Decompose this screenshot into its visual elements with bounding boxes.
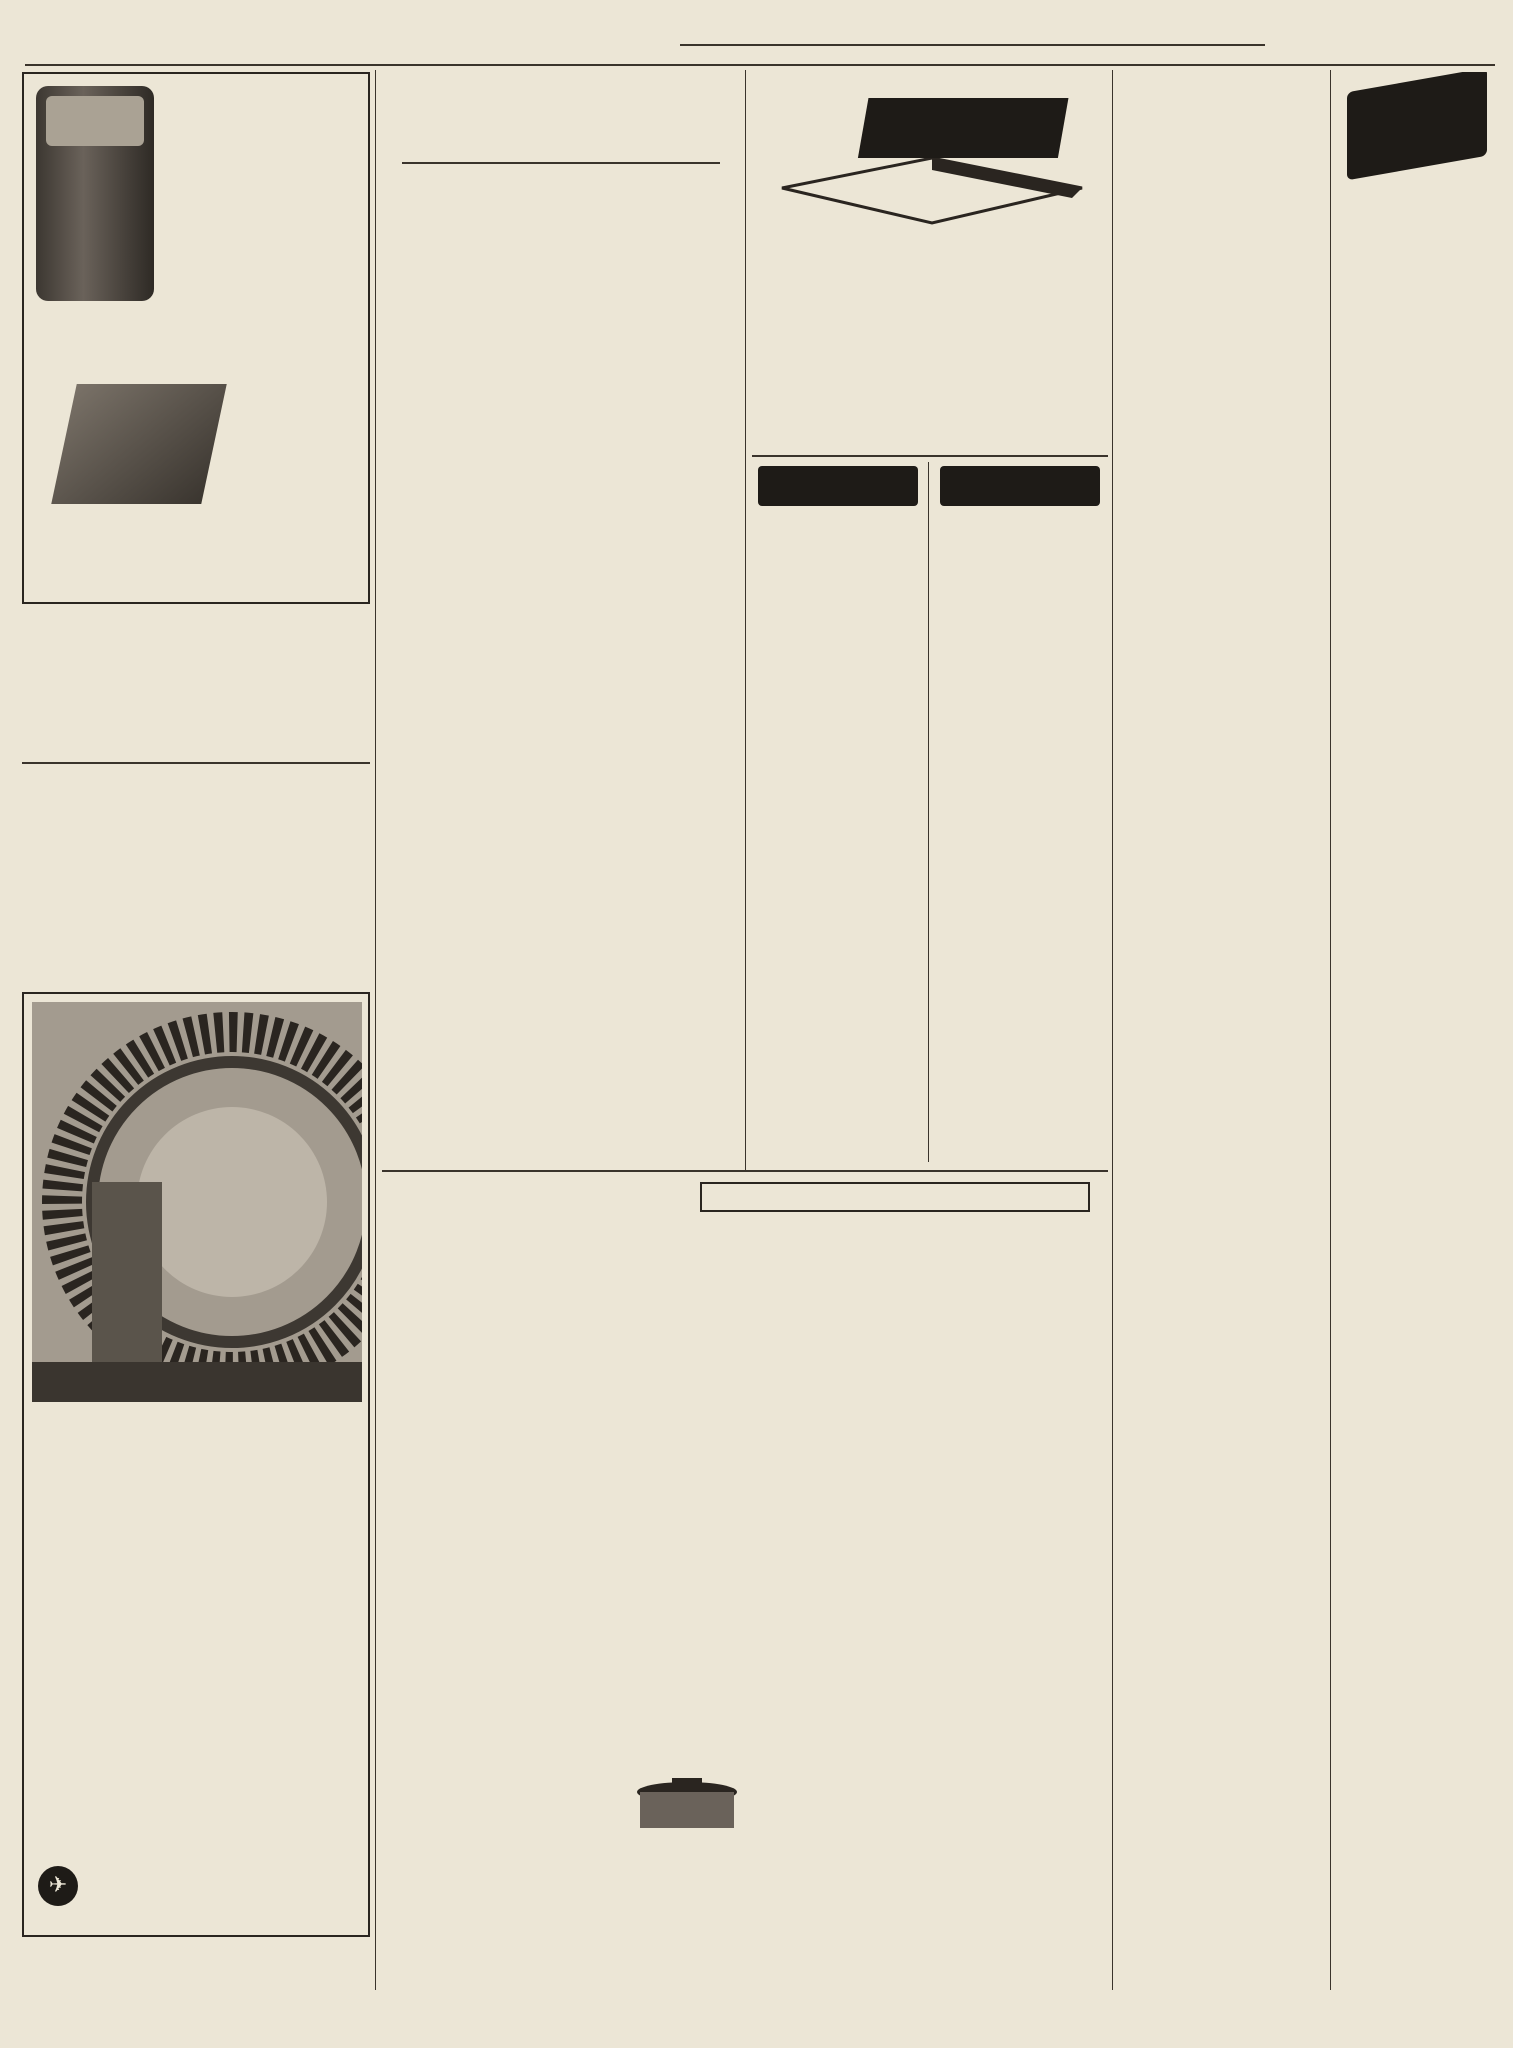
turfix-ad [382,1676,1108,1846]
response-body [932,538,1108,738]
critique-body [1337,238,1495,1988]
people-letters-logo [758,466,918,506]
registration-body [640,1876,1108,1964]
letters-title-rule [402,162,720,164]
library-logo-text [877,96,1067,156]
masthead-rule [680,44,1265,46]
critique-column [1337,72,1495,1992]
letters-section [382,72,740,1167]
lufthansa-crane-icon: ✈ [38,1866,78,1906]
library-body [752,310,1108,450]
people-letters-sub-body [752,964,924,1154]
library-section [752,72,1108,452]
industrial-gear-image [32,1002,362,1402]
shaver-image [36,86,154,301]
kids-news-col-left [386,1368,620,1666]
braun-ad [22,72,370,604]
kids-news-col-mid [630,1368,862,1666]
response-item2-body [932,776,1108,966]
gear-photo [32,1002,362,1402]
kids-news-col-right [872,1356,1108,1666]
pressure-cooker-icon [632,1776,742,1836]
tender-ad [22,610,370,760]
sepah-body [22,802,370,942]
phone-column [1118,72,1326,1992]
column-rule-3 [745,70,746,1170]
tender-rule [22,762,370,764]
shaver-head [46,96,144,146]
critique-logo [1347,72,1487,180]
registration-ad [640,1848,1108,1988]
library-logo [772,78,1092,228]
people-letters-section [752,462,924,1162]
germany-ad [22,992,370,1937]
shaver-box-image [51,384,227,504]
column-rule-2 [1112,70,1113,1990]
mid-page-rule [382,1170,1108,1172]
masthead-bar [0,30,1513,60]
kids-news-section [382,1176,1108,1671]
people-letters-body [752,538,924,928]
top-rule [25,64,1495,66]
response-item3-body [932,1004,1108,1156]
critique-logo-text [1347,72,1487,92]
column-rule-4 [375,70,376,1990]
mid-split-rule [928,462,929,1162]
sepah-ad [22,768,370,988]
response-section [932,462,1108,1162]
phone-items [1118,362,1326,1982]
response-logo [940,466,1100,506]
letters-body [382,170,740,1160]
braun-sixtant [37,297,291,351]
column-rule-1 [1330,70,1331,1990]
kids-news-kicker [700,1182,1090,1212]
pressure-cooker-image [632,1776,742,1836]
tender-body [22,646,370,730]
library-rule [752,455,1108,457]
